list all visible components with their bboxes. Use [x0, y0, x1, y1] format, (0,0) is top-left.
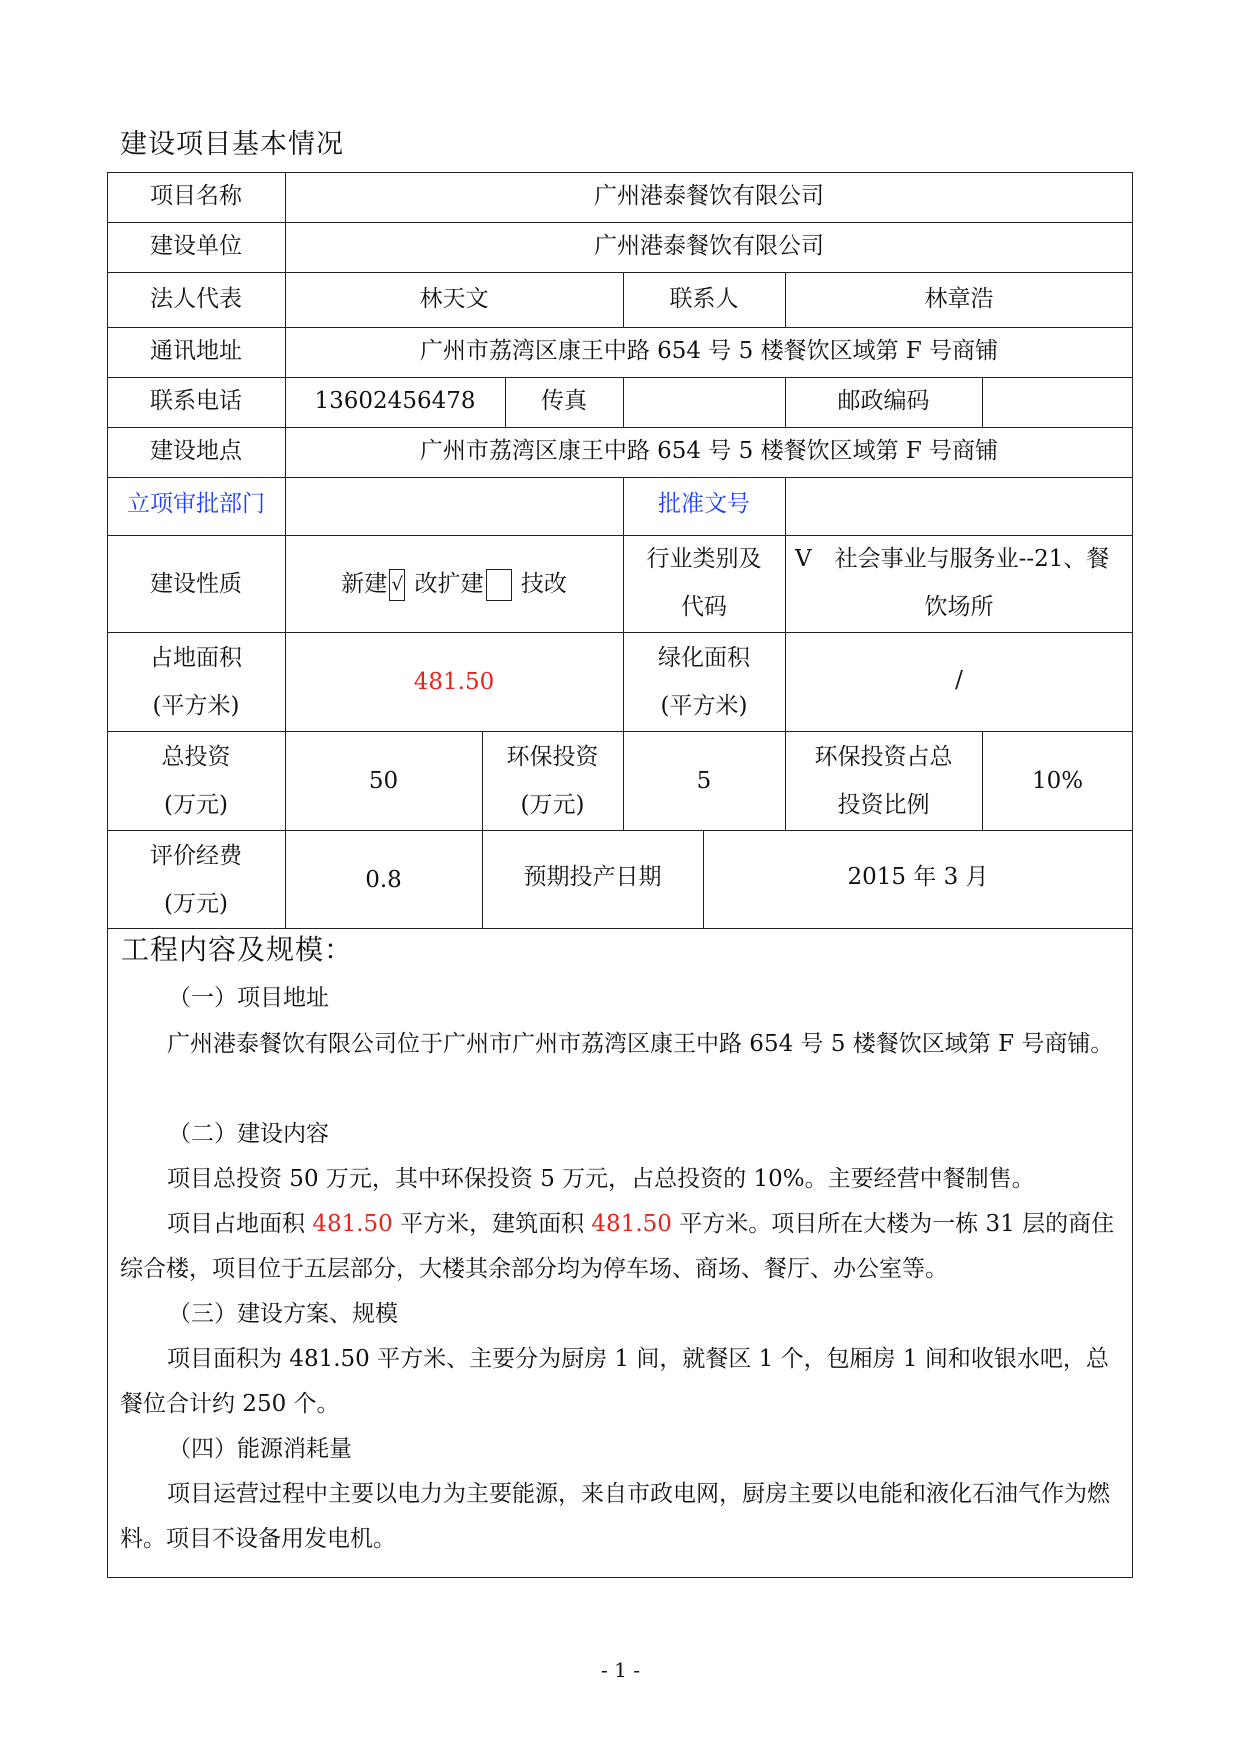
nature-new-label: 新建	[341, 571, 388, 597]
label-invest-1: 总投资	[161, 744, 231, 770]
value-contact: 林章浩	[924, 286, 994, 312]
label-env-invest-2: (万元)	[520, 792, 585, 818]
page-title: 建设项目基本情况	[120, 129, 344, 160]
label-nature: 建设性质	[150, 571, 242, 597]
label-industry-2: 代码	[681, 594, 727, 620]
value-ratio: 10%	[1031, 768, 1084, 794]
value-green: /	[955, 667, 963, 693]
value-builder: 广州港泰餐饮有限公司	[594, 233, 824, 259]
label-approval-no: 批准文号	[658, 491, 750, 517]
area-highlight-1: 481.50	[312, 1211, 393, 1237]
s1-text: 广州港泰餐饮有限公司位于广州市广州市荔湾区康王中路 654 号 5 楼餐饮区域第 F 号商铺。	[167, 1031, 1114, 1057]
label-address: 通讯地址	[150, 338, 242, 364]
label-invest-2: (万元)	[164, 792, 228, 818]
s2-paragraph-2: 项目占地面积 481.50 平方米，建筑面积 481.50 平方米。项目所在大楼为一栋 31 层的商住综合楼，项目位于五层部分，大楼其余部分均为停车场、商场、餐厅、办公室等。	[120, 1211, 1115, 1282]
label-date: 预期投产日期	[523, 864, 662, 890]
value-address: 广州市荔湾区康王中路 654 号 5 楼餐饮区域第 F 号商铺	[419, 338, 999, 364]
value-legal-rep: 林天文	[419, 286, 489, 312]
value-site: 广州市荔湾区康王中路 654 号 5 楼餐饮区域第 F 号商铺	[419, 438, 999, 464]
page-number: - 1 -	[601, 1658, 640, 1682]
s2-paragraph-1: 项目总投资 50 万元，其中环保投资 5 万元，占总投资的 10%。主要经营中餐制售。	[167, 1166, 1035, 1192]
nature-expand-label: 改扩建	[414, 571, 484, 597]
label-green-1: 绿化面积	[658, 645, 750, 671]
value-fee: 0.8	[365, 867, 402, 893]
label-green-2: (平方米)	[660, 693, 748, 719]
section-heading: 工程内容及规模：	[121, 933, 354, 966]
label-fee-1: 评价经费	[150, 843, 242, 869]
s1-title: （一）项目地址	[168, 985, 329, 1011]
label-phone: 联系电话	[150, 388, 242, 414]
label-area-2: (平方米)	[152, 693, 240, 719]
nature-expand-checkbox[interactable]	[486, 569, 512, 601]
label-ratio-1: 环保投资占总	[814, 744, 953, 770]
s4-text: 项目运营过程中主要以电力为主要能源，来自市政电网，厨房主要以电能和液化石油气作为燃料。项目不设备用发电机。	[120, 1481, 1110, 1552]
s3-text: 项目面积为 481.50 平方米、主要分为厨房 1 间，就餐区 1 个，包厢房 1 间和收银水吧，总餐位合计约 250 个。	[120, 1346, 1109, 1417]
value-industry-2: 饮场所	[924, 594, 994, 620]
value-industry-1: V 社会事业与服务业--21、餐	[795, 546, 1110, 572]
area-highlight-2: 481.50	[591, 1211, 672, 1237]
value-env-invest: 5	[696, 768, 712, 794]
value-project-name: 广州港泰餐饮有限公司	[594, 183, 824, 209]
nature-options	[285, 560, 623, 608]
nature-tech-label: 技改	[520, 571, 567, 597]
label-fax: 传真	[541, 388, 587, 414]
label-env-invest-1: 环保投资	[506, 744, 599, 770]
label-industry-1: 行业类别及	[646, 546, 762, 572]
label-site: 建设地点	[150, 438, 242, 464]
label-fee-2: (万元)	[164, 891, 228, 917]
label-project-name: 项目名称	[150, 183, 242, 209]
label-ratio-2: 投资比例	[837, 792, 930, 818]
value-phone: 13602456478	[314, 388, 476, 414]
value-area: 481.50	[413, 669, 495, 695]
nature-new-checkbox[interactable]: √	[389, 569, 405, 601]
s4-title: （四）能源消耗量	[168, 1436, 352, 1462]
label-legal-rep: 法人代表	[150, 286, 242, 312]
label-approval-dept: 立项审批部门	[127, 491, 265, 517]
label-builder: 建设单位	[150, 233, 242, 259]
label-postcode: 邮政编码	[837, 388, 930, 414]
label-area-1: 占地面积	[150, 645, 242, 671]
label-contact: 联系人	[669, 286, 739, 312]
value-date: 2015 年 3 月	[847, 864, 989, 890]
s2-title: （二）建设内容	[168, 1121, 329, 1147]
value-invest: 50	[368, 768, 399, 794]
s3-title: （三）建设方案、规模	[168, 1301, 398, 1327]
